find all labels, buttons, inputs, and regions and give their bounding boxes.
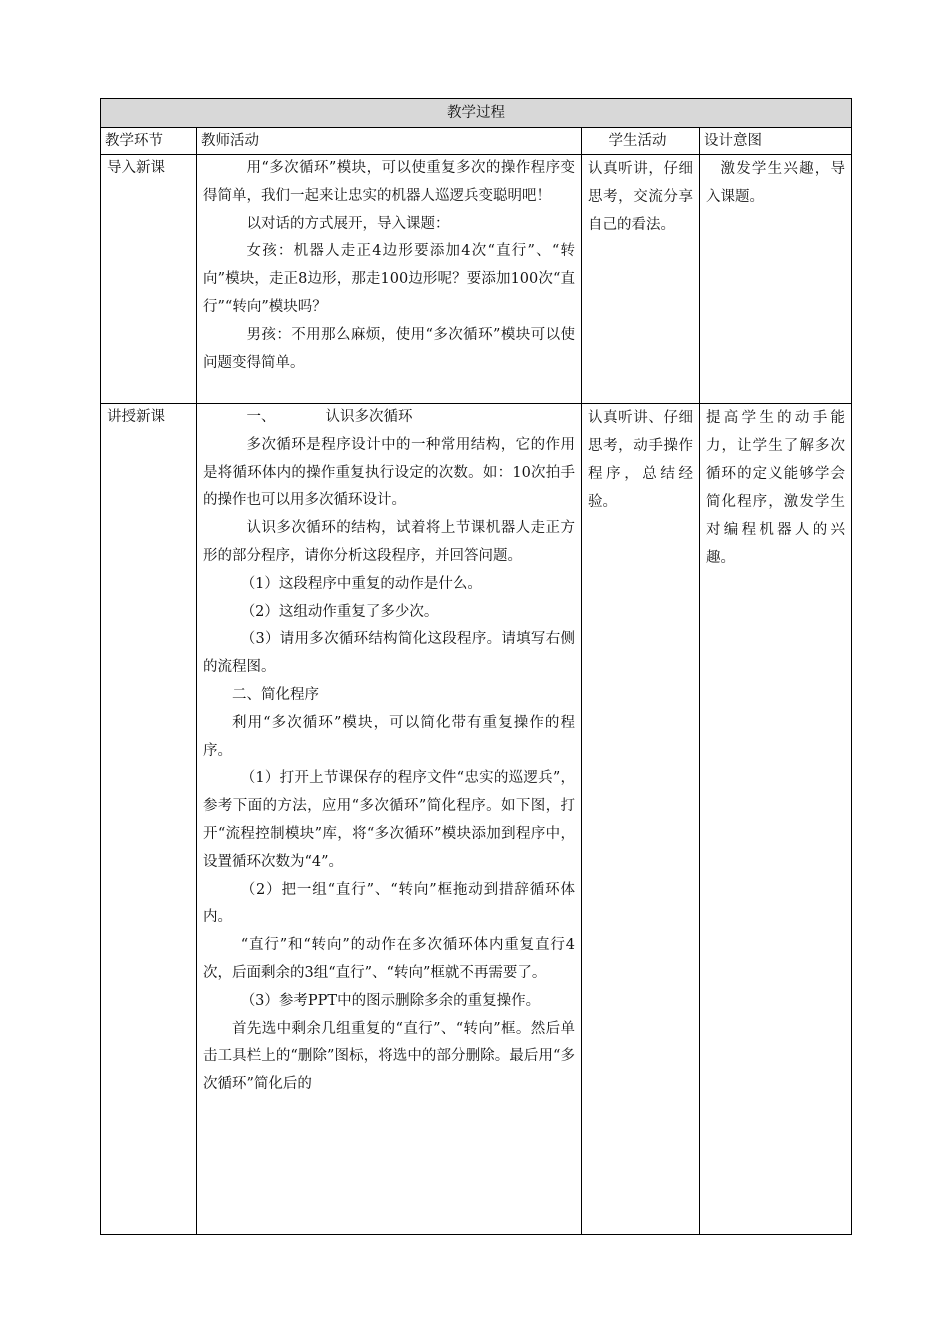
header-stage: 教学环节 (101, 128, 197, 155)
teacher-paragraph: 首先选中剩余几组重复的“直行”、“转向”框。然后单击工具栏上的“删除”图标，将选中的部分删除。最后用“多次循环”简化后的 (203, 1020, 575, 1093)
teacher-paragraph: （1）这段程序中重复的动作是什么。 (240, 575, 482, 592)
student-text: 认真听讲、仔细思考，动手操作程序，总结经验。 (588, 410, 693, 510)
teacher-paragraph: （2）这组动作重复了多少次。 (240, 603, 439, 620)
stage-cell: 讲授新课 (101, 404, 197, 1235)
student-text: 认真听讲，仔细思考，交流分享自己的看法。 (588, 161, 693, 233)
student-activity-cell (582, 155, 700, 404)
section-number: 一、 (246, 409, 276, 425)
teacher-paragraph: 多次循环是程序设计中的一种常用结构，它的作用是将循环体内的操作重复执行设定的次数。如：10次拍手的操作也可以用多次循环设计。 (203, 436, 575, 509)
teacher-activity-cell (197, 155, 582, 404)
teacher-paragraph: 男孩：不用那么麻烦，使用“多次循环”模块可以使问题变得简单。 (203, 326, 575, 371)
teacher-activity-cell (197, 404, 582, 1235)
teacher-paragraph: 用“多次循环”模块，可以使重复多次的操作程序变得简单，我们一起来让忠实的机器人巡逻兵变聪明吧！ (203, 160, 575, 204)
teacher-paragraph: （3）请用多次循环结构简化这段程序。请填写右侧的流程图。 (203, 631, 575, 676)
student-activity-cell (582, 404, 700, 1235)
design-intent-cell (700, 155, 852, 404)
header-intent: 设计意图 (700, 128, 852, 155)
section-heading (203, 404, 575, 432)
table-row (101, 404, 852, 1235)
teacher-paragraph: 以对话的方式展开，导入课题： (246, 215, 450, 232)
design-intent-cell (700, 404, 852, 1235)
teacher-paragraph: 女孩：机器人走正4边形要添加4次“直行”、“转向”模块，走正8边形，那走100边形呢？要添加100次“直行”“转向”模块吗？ (203, 243, 575, 315)
teacher-paragraph: （1）打开上节课保存的程序文件“忠实的巡逻兵”，参考下面的方法，应用“多次循环”简化程序。如下图，打开“流程控制模块”库，将“多次循环”模块添加到程序中，设置循环次数为“4”。 (203, 770, 575, 870)
table-title: 教学过程 (101, 99, 852, 128)
stage-cell: 导入新课 (101, 155, 197, 404)
header-student: 学生活动 (582, 128, 700, 155)
header-teacher: 教师活动 (197, 128, 582, 155)
teacher-paragraph: 认识多次循环的结构，试着将上节课机器人走正方形的部分程序，请你分析这段程序，并回答问题。 (203, 520, 575, 564)
teacher-paragraph: （2）把一组“直行”、“转向”框拖动到措辞循环体内。 (203, 881, 575, 926)
intent-text: 激发学生兴趣，导入课题。 (706, 161, 845, 205)
section-heading: 二、简化程序 (232, 686, 319, 703)
section-title: 认识多次循环 (325, 409, 413, 425)
teaching-process-table (100, 98, 852, 1235)
teacher-paragraph: 利用“多次循环”模块，可以简化带有重复操作的程序。 (203, 714, 575, 759)
teacher-paragraph: “直行”和“转向”的动作在多次循环体内重复直行4次，后面剩余的3组“直行”、“转向”框就不再需要了。 (203, 937, 575, 981)
table-row (101, 155, 852, 404)
teacher-paragraph: （3）参考PPT中的图示删除多余的重复操作。 (240, 992, 541, 1009)
intent-text: 提高学生的动手能力，让学生了解多次循环的定义能够学会简化程序，激发学生对编程机器人的兴趣。 (706, 410, 845, 566)
